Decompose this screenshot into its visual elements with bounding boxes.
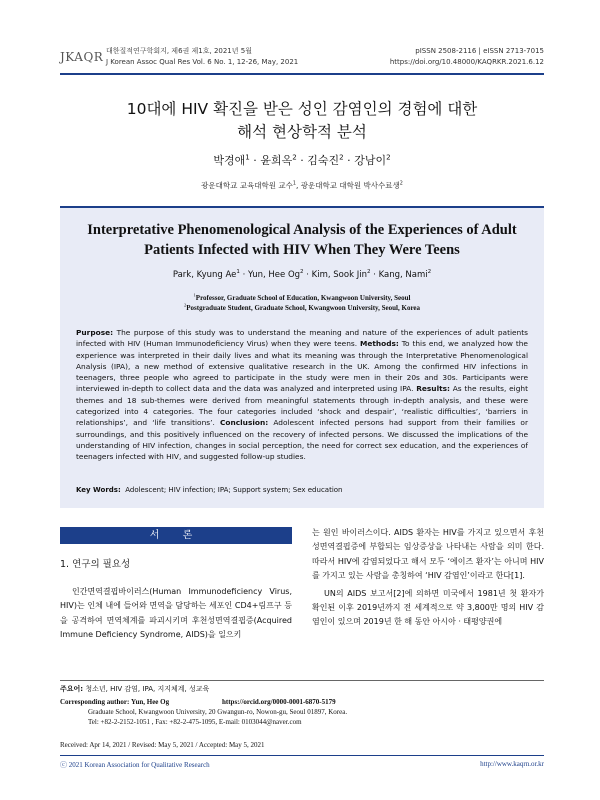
journal-logo: JKAQR [60,50,104,64]
body-column-left [60,585,292,643]
english-title-line2: Patients Infected with HIV When They Were Teens [144,242,460,258]
journal-citation-ko: 대한질적연구학회지, 제6권 제1호, 2021년 5월 [106,47,252,55]
korean-title-line1: 10대에 HIV 확진을 받은 성인 감염인의 경험에 대한 [126,100,478,118]
keywords: Key Words: Adolescent; HIV infection; IPA; Support system; Sex education [76,486,343,494]
korean-title-line2: 해석 현상학적 분석 [237,123,367,141]
journal-url[interactable]: http://www.kaqrn.or.kr [480,760,544,768]
journal-citation [106,46,298,68]
author: Park, Kyung Ae [172,270,237,280]
paragraph: 는 원인 바이러스이다. AIDS 환자는 HIV를 가지고 있으면서 후천성면역결핍증에 부합되는 임상증상을 나타내는 사람을 의미 한다. 따라서 HIV에 감염되었다고 해서 모두 ‘에이즈 환자’는 아니며 HIV를 가지고 있는 사람을 총칭하여 ‘HIV 감염인’이라고 한다[1]. [312,528,544,581]
korean-affiliations: 광운대학교 교육대학원 교수$^1$, 광운대학교 대학원 박사수료생$^2$ [201,180,403,190]
subsection-heading: 1. 연구의 필요성 [60,559,131,570]
issn-block [390,46,544,68]
paragraph: UN의 AIDS 보고서[2]에 의하면 미국에서 1981년 첫 환자가 확인된 이후 2019년까지 전 세계적으로 약 3,800만 명의 HIV 감염인이 있으며 2019년 한 해 동안 아시아 · 태평양권에 [312,588,544,627]
journal-citation-en: J Korean Assoc Qual Res Vol. 6 No. 1, 12-26, May, 2021 [106,58,299,66]
journal-header [60,44,544,72]
author: 윤희옥 [260,154,293,167]
author: 강남이 [354,154,387,167]
corresponding-author: Corresponding author: Yun, Hee Og https://orcid.org/0000-0001-6870-5179 Graduate School, Kwangwoon University, 20 Gwangun-ro, Nowon-gu, Seoul 01897, Korea. Tel: +82-2-2152-1051 , Fax: +82-2-475-1095, E-mail: 0103044@naver.com [60,697,544,727]
korean-keywords: 주요어: 청소년, HIV 감염, IPA, 지지체계, 성교육 [60,685,210,693]
abstract-text: Purpose: The purpose of this study was to understand the meaning and nature of the experiences of adult patients infected with HIV (Human Immunodeficiency Virus) when they were teens. Methods: To this end, we analyzed how the experience was interpreted in their daily lives and what its meaning was through the Interpretative Phenomenological Analysis (IPA), a new method of extensive qualitative research in the UK. Among the confirmed HIV infections in teenagers, three people who agreed to participate in the study were men in their 20s and 30s. Participants were interviewed in-depth to collect data and the data was analyzed and interpreted using IPA. Results: As the results, eight themes and 18 sub-themes were derived from meaningful statements through in-depth analysis, and these were categorized into 4 categories. The four categories included ‘shock and despair’, ‘realistic difficulties’, ‘barriers in relationships’, and ‘life transitions’. Conclusion: Adolescent infected persons had support from their families or surroundings, and this positively influenced on the recovery of infected persons. We discussed the implications of the understanding of HIV infection, changes in social perception, the need for correct sex education, and the experiences of teenagers infected with HIV, and suggested follow-up studies. [76,328,528,462]
orcid-link[interactable]: https://orcid.org/0000-0001-6870-5179 [222,698,336,706]
english-title-line1: Interpretative Phenomenological Analysis of the Experiences of Adult [87,222,517,238]
issn: pISSN 2508-2116 | eISSN 2713-7015 [415,47,544,55]
doi-link[interactable]: https://doi.org/10.48000/KAQRKR.2021.6.12 [389,58,544,66]
author: Kang, Nami [378,270,428,280]
english-title [60,220,544,260]
abstract-box [60,206,544,508]
korean-title [60,98,544,144]
section-heading-introduction: 서 론 [60,527,292,544]
footer-divider [60,680,544,681]
author-contact: Tel: +82-2-2152-1051 , Fax: +82-2-475-1095, E-mail: 0103044@naver.com [88,718,302,726]
korean-authors: 박경애$^1$ · 윤희옥$^2$ · 김숙진$^2$ · 강남이$^2$ [213,152,391,167]
english-affiliations: $^1$Professor, Graduate School of Education, Kwangwoon University, Seoul $^2$Postgraduate Student, Graduate School, Kwangwoon University, Seoul, Korea [183,292,421,312]
bottom-divider [60,755,544,756]
author: 박경애 [213,154,246,167]
english-authors: Park, Kyung $Ae^1$ · Yun, Hee $Og^2$ · Kim, Sook Jin$^2$ · Kang, Nami$^2$ [172,269,432,280]
received-dates: Received: Apr 14, 2021 / Revised: May 5, 2021 / Accepted: May 5, 2021 [60,741,265,749]
copyright: ⓒ 2021 Korean Association for Qualitative Research [60,761,210,769]
header-divider [60,73,544,75]
author: 김숙진 [307,154,340,167]
author: Yun, Hee Og [248,270,301,280]
body-column-right [312,526,544,630]
author: Kim, Sook Jin [311,270,367,280]
paragraph: 인간면역결핍바이러스(Human Immunodeficiency Virus, HIV)는 인체 내에 들어와 면역을 담당하는 세포인 CD4+림프구 등을 공격하여 면역체계를 파괴시키며 후천성면역결핍증(Acquired Immune Deficiency Syndrome, AIDS)을 일으키 [60,587,292,640]
author-address: Graduate School, Kwangwoon University, 20 Gwangun-ro, Nowon-gu, Seoul 01897, Korea. [88,708,348,716]
